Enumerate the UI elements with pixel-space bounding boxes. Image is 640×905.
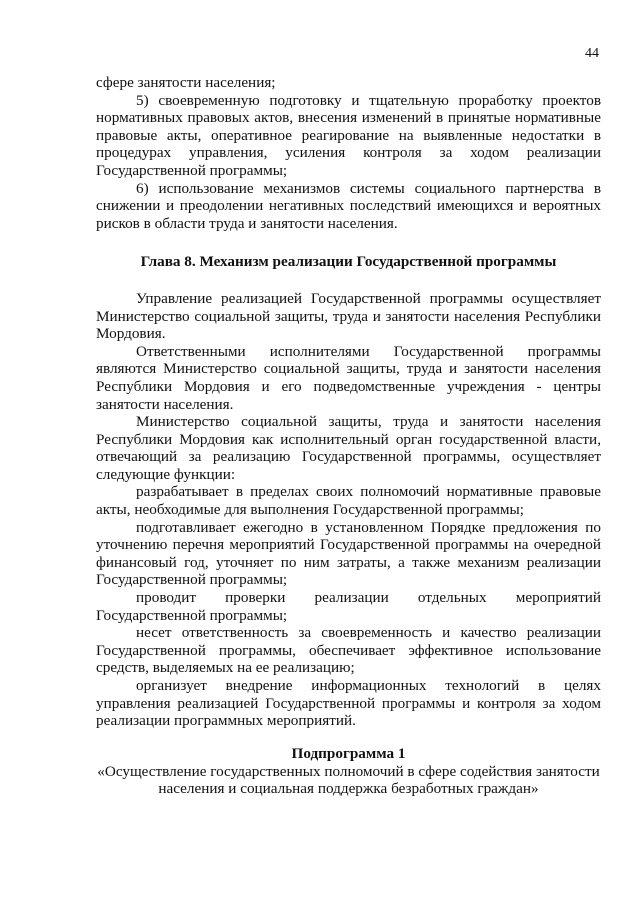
subprogram-heading-block [96, 745, 601, 798]
subprogram-subtitle: «Осуществление государственных полномочий в сфере содействия занятости населения и социальная поддержка безработных граждан» [97, 762, 600, 798]
main-text [96, 74, 601, 730]
paragraph: разрабатывает в пределах своих полномочий нормативные правовые акты, необходимые для выполнения Государственной программы; [96, 483, 601, 519]
paragraph: проводит проверки реализации отдельных мероприятий Государственной программы; [96, 589, 601, 624]
paragraph: подготавливает ежегодно в установленном Порядке предложения по уточнению перечня мероприятий Государственной программы на очередной финансовый год, уточняет по ним затраты, а также механизм реализации Государственной программы; [96, 518, 601, 589]
paragraph: организует внедрение информационных технологий в целях управления реализацией Государственной программы и контроля за ходом реализации программных мероприятий. [96, 677, 601, 730]
page-number: 44 [585, 46, 599, 61]
subprogram-title: Подпрограмма 1 [291, 745, 406, 762]
paragraph: 6) использование механизмов системы социального партнерства в снижении и преодолении негативных последствий имеющихся и вероятных рисков в области труда и занятости населения. [96, 179, 601, 232]
paragraph: Управление реализацией Государственной программы осуществляет Министерство социальной защиты, труда и занятости населения Республики Мордовия. [96, 289, 601, 343]
paragraph: Министерство социальной защиты, труда и занятости населения Республики Мордовия как исполнительный орган государственной власти, отвечающий за реализацию Государственной программы, осуществляет следующие функции: [96, 413, 601, 483]
paragraph: несет ответственность за своевременность и качество реализации Государственной программы, обеспечивает эффективное использование средств, выделяемых на ее реализацию; [96, 624, 601, 677]
paragraph: Ответственными исполнителями Государственной программы являются Министерство социальной защиты, труда и занятости населения Республики Мордовия и его подведомственные учреждения - центры занятости населения. [96, 342, 601, 413]
paragraph-continuation: сфере занятости населения; [96, 74, 276, 91]
paragraph: 5) своевременную подготовку и тщательную проработку проектов нормативных правовых актов, внесения изменений в принятые нормативные правовые акты, оперативное реагирование на выявленные недостатки в процедурах управления, усиления контроля за ходом реализации Государственной программы; [96, 91, 601, 179]
chapter-heading: Глава 8. Механизм реализации Государственной программы [140, 253, 557, 271]
